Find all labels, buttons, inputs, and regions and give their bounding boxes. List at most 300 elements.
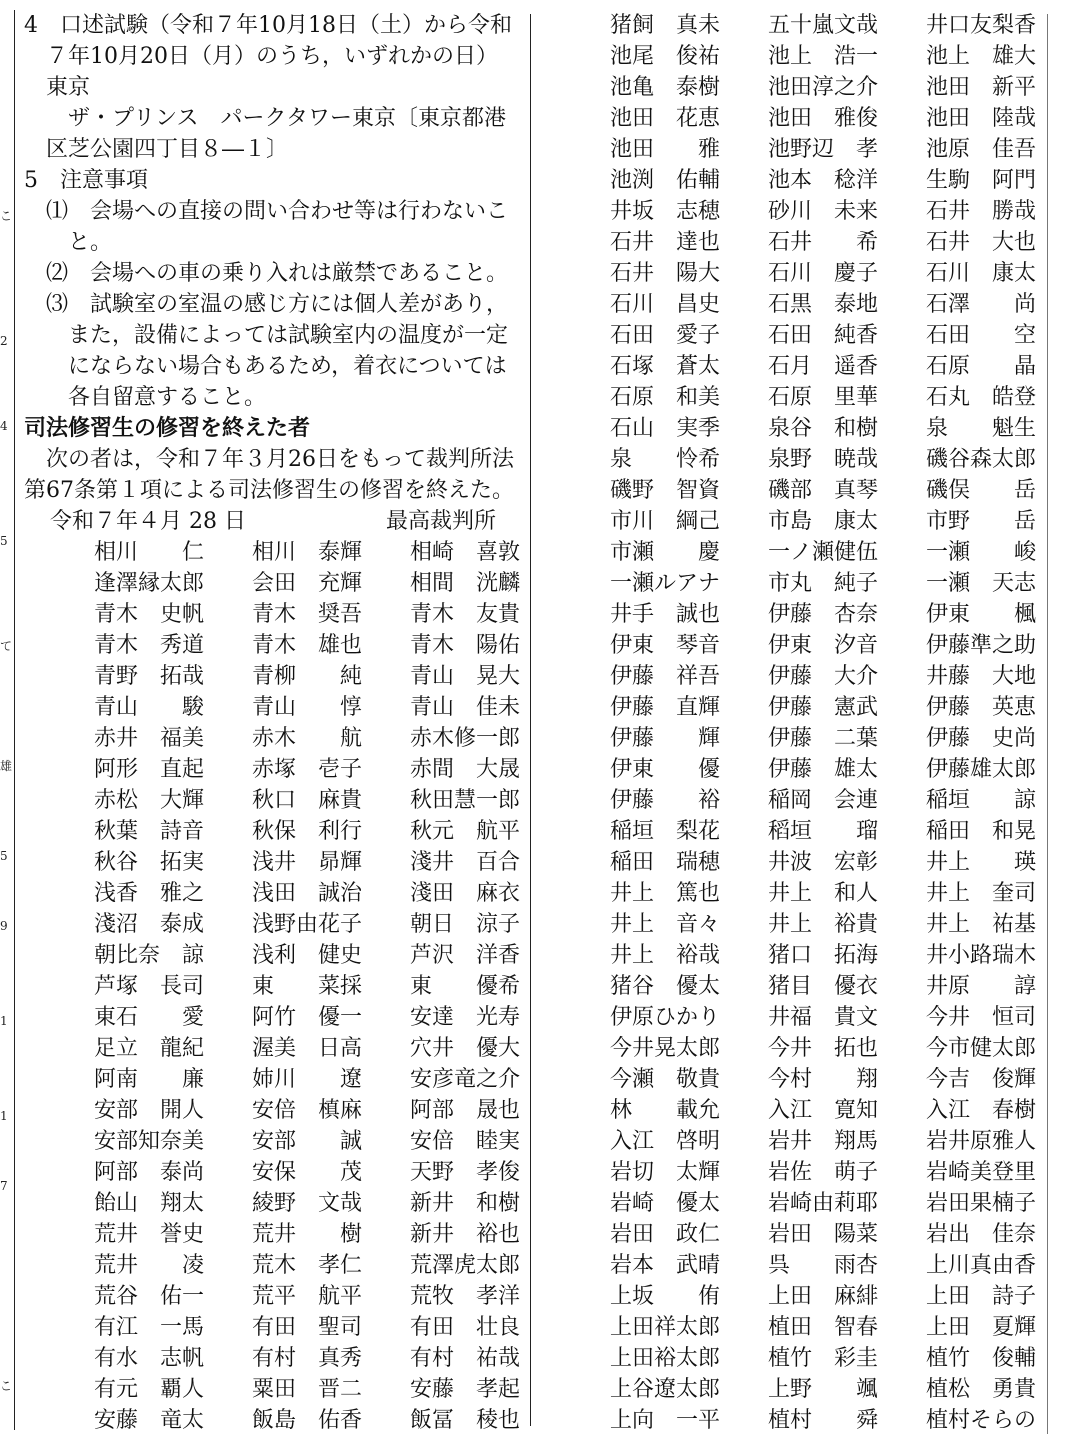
person-name: 浅野由花子 — [252, 912, 363, 937]
name-row — [94, 1033, 530, 1064]
person-name: 芦塚 長司 — [94, 974, 205, 999]
text-line: 4 口述試験（令和７年10月18日（土）から令和 — [24, 13, 512, 38]
person-name: 呉 雨杏 — [768, 1253, 879, 1278]
person-name: 今瀬 敬貴 — [610, 1067, 721, 1092]
person-name: 一瀬ルアナ — [610, 571, 721, 596]
person-name: 荒井 樹 — [252, 1222, 363, 1247]
person-name: 岩出 佳奈 — [926, 1222, 1037, 1247]
name-row — [610, 320, 1042, 351]
name-row — [610, 72, 1042, 103]
person-name: 秋口 麻貴 — [252, 788, 363, 813]
person-name: 泉谷 和樹 — [768, 416, 879, 441]
person-name: 綾野 文哉 — [252, 1191, 363, 1216]
person-name: 入江 啓明 — [610, 1129, 721, 1154]
name-row — [610, 785, 1042, 816]
person-name: 池田 雅 — [610, 137, 721, 162]
person-name: 池野辺 孝 — [768, 137, 879, 162]
person-name: 阿部 泰尚 — [94, 1160, 205, 1185]
person-name: 安部 誠 — [252, 1129, 363, 1154]
person-name: 青山 佳未 — [410, 695, 521, 720]
person-name: 岩井 翔馬 — [768, 1129, 879, 1154]
person-name: 上田 夏輝 — [926, 1315, 1037, 1340]
person-name: 飯島 佑香 — [252, 1408, 363, 1433]
person-name: 伊藤 輝 — [610, 726, 721, 751]
margin-mark: 9 — [0, 919, 8, 933]
person-name: 泉 怜希 — [610, 447, 721, 472]
name-row — [94, 785, 530, 816]
person-name: 井口友梨香 — [926, 13, 1037, 38]
person-name: 浅田 誠治 — [252, 881, 363, 906]
name-row — [610, 692, 1042, 723]
person-name: 井藤 大地 — [926, 664, 1037, 689]
person-name: 伊原ひかり — [610, 1005, 721, 1030]
person-name: 今吉 俊輝 — [926, 1067, 1037, 1092]
person-name: 伊藤 史尚 — [926, 726, 1037, 751]
person-name: 井上 瑛 — [926, 850, 1037, 875]
person-name: 荒木 孝仁 — [252, 1253, 363, 1278]
person-name: 逢澤縁太郎 — [94, 571, 205, 596]
person-name: 岩田 陽菜 — [768, 1222, 879, 1247]
person-name: 一瀬 峻 — [926, 540, 1037, 565]
name-row — [610, 568, 1042, 599]
person-name: 石山 実季 — [610, 416, 721, 441]
name-row — [94, 1312, 530, 1343]
person-name: 青木 史帆 — [94, 602, 205, 627]
person-name: 荒井 凌 — [94, 1253, 205, 1278]
person-name: 池渕 佑輔 — [610, 168, 721, 193]
person-name: 今井 恒司 — [926, 1005, 1037, 1030]
text-line: 各自留意すること。 — [24, 385, 267, 410]
person-name: 安彦竜之介 — [410, 1067, 521, 1092]
name-row — [94, 847, 530, 878]
person-name: 池原 佳吾 — [926, 137, 1037, 162]
person-name: 荒牧 孝洋 — [410, 1284, 521, 1309]
person-name: 井上 音々 — [610, 912, 721, 937]
name-row — [610, 909, 1042, 940]
name-row — [94, 1405, 530, 1436]
person-name: 青木 奨吾 — [252, 602, 363, 627]
margin-rule — [14, 10, 15, 1430]
name-row — [610, 134, 1042, 165]
name-row — [610, 1064, 1042, 1095]
person-name: 有村 祐哉 — [410, 1346, 521, 1371]
person-name: 市丸 純子 — [768, 571, 879, 596]
name-row — [610, 816, 1042, 847]
person-name: 井上 裕哉 — [610, 943, 721, 968]
person-name: 有田 聖司 — [252, 1315, 363, 1340]
left-column — [24, 10, 524, 537]
name-row — [94, 1219, 530, 1250]
person-name: 池尾 俊祐 — [610, 44, 721, 69]
person-name: 上田 詩子 — [926, 1284, 1037, 1309]
person-name: 芦沢 洋香 — [410, 943, 521, 968]
person-name: 阿部 晟也 — [410, 1098, 521, 1123]
name-row — [94, 1002, 530, 1033]
person-name: 岩崎 優太 — [610, 1191, 721, 1216]
person-name: 伊藤 二葉 — [768, 726, 879, 751]
person-name: 飴山 翔太 — [94, 1191, 205, 1216]
person-name: 池田淳之介 — [768, 75, 879, 100]
person-name: 青木 雄也 — [252, 633, 363, 658]
margin-mark: こ — [0, 1379, 13, 1393]
name-row — [610, 1250, 1042, 1281]
name-row — [610, 878, 1042, 909]
name-row — [610, 537, 1042, 568]
name-row — [610, 258, 1042, 289]
name-row — [94, 878, 530, 909]
person-name: 石井 陽大 — [610, 261, 721, 286]
person-name: 安藤 孝起 — [410, 1377, 521, 1402]
name-row — [94, 1095, 530, 1126]
person-name: 猪口 拓海 — [768, 943, 879, 968]
name-row — [94, 1343, 530, 1374]
person-name: 岩本 武晴 — [610, 1253, 721, 1278]
person-name: 秋元 航平 — [410, 819, 521, 844]
margin-mark: 5 — [0, 534, 8, 548]
name-row — [610, 196, 1042, 227]
person-name: 足立 龍紀 — [94, 1036, 205, 1061]
person-name: 安部知奈美 — [94, 1129, 205, 1154]
person-name: 今村 翔 — [768, 1067, 879, 1092]
person-name: 五十嵐文哉 — [768, 13, 879, 38]
person-name: 石原 里華 — [768, 385, 879, 410]
margin-mark: 7 — [0, 1179, 8, 1193]
text-line: ⑴ 会場への直接の問い合わせ等は行わないこ — [24, 199, 509, 224]
name-row — [610, 1343, 1042, 1374]
notice-body-line-2: 第67条第１項による司法修習生の修習を終えた。 — [24, 478, 514, 503]
name-row — [94, 971, 530, 1002]
person-name: 井上 奎司 — [926, 881, 1037, 906]
person-name: 石川 昌史 — [610, 292, 721, 317]
person-name: 秋葉 詩音 — [94, 819, 205, 844]
name-row — [610, 1405, 1042, 1436]
person-name: 秋保 利行 — [252, 819, 363, 844]
person-name: 赤井 福美 — [94, 726, 205, 751]
name-row — [610, 1002, 1042, 1033]
person-name: 赤木修一郎 — [410, 726, 521, 751]
person-name: 伊藤 英恵 — [926, 695, 1037, 720]
person-name: 猪谷 優太 — [610, 974, 721, 999]
margin-mark: て — [0, 639, 13, 653]
person-name: 安藤 竜太 — [94, 1408, 205, 1433]
person-name: 井上 篤也 — [610, 881, 721, 906]
name-row — [610, 351, 1042, 382]
person-name: 阿竹 優一 — [252, 1005, 363, 1030]
person-name: 植竹 俊輔 — [926, 1346, 1037, 1371]
person-name: 今市健太郎 — [926, 1036, 1037, 1061]
person-name: 岩田 政仁 — [610, 1222, 721, 1247]
text-line: 5 注意事項 — [24, 168, 148, 193]
person-name: 新井 和樹 — [410, 1191, 521, 1216]
person-name: 赤塚 壱子 — [252, 757, 363, 782]
person-name: 磯野 智資 — [610, 478, 721, 503]
person-name: 青柳 純 — [252, 664, 363, 689]
notice-date-row — [24, 506, 524, 537]
margin-mark: 1 — [0, 1014, 8, 1028]
person-name: 粟田 晋二 — [252, 1377, 363, 1402]
person-name: 植竹 彩圭 — [768, 1346, 879, 1371]
person-name: 伊藤 祥吾 — [610, 664, 721, 689]
notice-date: 令和７年４月 28 日 — [50, 509, 246, 534]
person-name: 磯部 真琴 — [768, 478, 879, 503]
person-name: 伊藤 直輝 — [610, 695, 721, 720]
person-name: 安達 光寿 — [410, 1005, 521, 1030]
person-name: 相川 仁 — [94, 540, 205, 565]
person-name: 生駒 阿門 — [926, 168, 1037, 193]
name-row — [94, 1374, 530, 1405]
name-row — [610, 382, 1042, 413]
person-name: 淺沼 泰成 — [94, 912, 205, 937]
margin-mark: 2 — [0, 334, 8, 348]
person-name: 上谷遼太郎 — [610, 1377, 721, 1402]
person-name: 石月 遥香 — [768, 354, 879, 379]
person-name: 磯俣 岳 — [926, 478, 1037, 503]
names-list-left — [94, 537, 530, 1436]
text-line: と。 — [24, 230, 113, 255]
person-name: 池田 雅俊 — [768, 106, 879, 131]
name-row — [610, 1033, 1042, 1064]
person-name: 池亀 泰樹 — [610, 75, 721, 100]
name-row — [610, 847, 1042, 878]
name-row — [610, 103, 1042, 134]
person-name: 上向 一平 — [610, 1408, 721, 1433]
person-name: 淺井 百合 — [410, 850, 521, 875]
person-name: 青木 陽佑 — [410, 633, 521, 658]
person-name: 植松 勇貴 — [926, 1377, 1037, 1402]
name-row — [610, 940, 1042, 971]
person-name: 阿南 廉 — [94, 1067, 205, 1092]
text-line: ⑶ 試験室の室温の感じ方には個人差があり， — [24, 292, 509, 317]
person-name: 岩井原雅人 — [926, 1129, 1037, 1154]
person-name: 井上 祐基 — [926, 912, 1037, 937]
person-name: 相間 洸麟 — [410, 571, 521, 596]
name-row — [94, 940, 530, 971]
person-name: 赤間 大晟 — [410, 757, 521, 782]
person-name: 稲田 和晃 — [926, 819, 1037, 844]
person-name: 淺田 麻衣 — [410, 881, 521, 906]
person-name: 植村 舜 — [768, 1408, 879, 1433]
person-name: 姉川 遼 — [252, 1067, 363, 1092]
person-name: 市島 康太 — [768, 509, 879, 534]
person-name: 石塚 蒼太 — [610, 354, 721, 379]
text-line: ⑵ 会場への車の乗り入れは厳禁であること。 — [24, 261, 509, 286]
person-name: 上田祥太郎 — [610, 1315, 721, 1340]
person-name: 井手 誠也 — [610, 602, 721, 627]
person-name: 東 優希 — [410, 974, 521, 999]
name-row — [94, 661, 530, 692]
person-name: 荒平 航平 — [252, 1284, 363, 1309]
person-name: 伊藤準之助 — [926, 633, 1037, 658]
name-row — [94, 1188, 530, 1219]
person-name: 秋谷 拓実 — [94, 850, 205, 875]
person-name: 池田 新平 — [926, 75, 1037, 100]
person-name: 池上 浩一 — [768, 44, 879, 69]
name-row — [94, 1126, 530, 1157]
person-name: 有村 真秀 — [252, 1346, 363, 1371]
person-name: 安倍 槙麻 — [252, 1098, 363, 1123]
name-row — [610, 10, 1042, 41]
person-name: 入江 寛知 — [768, 1098, 879, 1123]
person-name: 井原 諄 — [926, 974, 1037, 999]
name-row — [610, 41, 1042, 72]
names-list-right — [610, 10, 1042, 1436]
person-name: 朝比奈 諒 — [94, 943, 205, 968]
margin-mark: 雄 — [0, 759, 13, 773]
name-row — [610, 599, 1042, 630]
name-row — [94, 909, 530, 940]
person-name: 穴井 優大 — [410, 1036, 521, 1061]
person-name: 会田 充輝 — [252, 571, 363, 596]
person-name: 稲垣 諒 — [926, 788, 1037, 813]
person-name: 阿形 直起 — [94, 757, 205, 782]
person-name: 渥美 日高 — [252, 1036, 363, 1061]
text-line: 区芝公園四丁目８―１〕 — [24, 137, 289, 162]
person-name: 有江 一馬 — [94, 1315, 205, 1340]
person-name: 今井 拓也 — [768, 1036, 879, 1061]
person-name: 市川 綱己 — [610, 509, 721, 534]
exam-notice-continuation — [24, 10, 524, 413]
person-name: 岩田果楠子 — [926, 1191, 1037, 1216]
person-name: 浅利 健史 — [252, 943, 363, 968]
person-name: 石井 希 — [768, 230, 879, 255]
person-name: 池田 陸哉 — [926, 106, 1037, 131]
person-name: 井波 宏彰 — [768, 850, 879, 875]
person-name: 青山 惇 — [252, 695, 363, 720]
person-name: 赤松 大輝 — [94, 788, 205, 813]
name-row — [610, 1157, 1042, 1188]
person-name: 井上 和人 — [768, 881, 879, 906]
person-name: 石川 慶子 — [768, 261, 879, 286]
person-name: 秋田慧一郎 — [410, 788, 521, 813]
person-name: 一ノ瀬健伍 — [768, 540, 879, 565]
person-name: 稲垣 梨花 — [610, 819, 721, 844]
person-name: 一瀬 天志 — [926, 571, 1037, 596]
notice-body-line-1: 次の者は，令和７年３月26日をもって裁判所法 — [24, 447, 514, 472]
margin-mark: 4 — [0, 419, 8, 433]
name-row — [610, 630, 1042, 661]
person-name: 青野 拓哉 — [94, 664, 205, 689]
name-row — [94, 1281, 530, 1312]
column-divider — [530, 14, 531, 1426]
name-row — [94, 692, 530, 723]
person-name: 岩佐 萌子 — [768, 1160, 879, 1185]
person-name: 岩崎由莉耶 — [768, 1191, 879, 1216]
name-row — [610, 1126, 1042, 1157]
notice-court: 最高裁判所 — [386, 509, 497, 534]
person-name: 井福 貴文 — [768, 1005, 879, 1030]
person-name: 伊藤 杏奈 — [768, 602, 879, 627]
person-name: 天野 孝俊 — [410, 1160, 521, 1185]
person-name: 伊藤 裕 — [610, 788, 721, 813]
person-name: 石田 空 — [926, 323, 1037, 348]
person-name: 荒澤虎太郎 — [410, 1253, 521, 1278]
person-name: 石田 純香 — [768, 323, 879, 348]
name-row — [610, 506, 1042, 537]
person-name: 伊藤雄太郎 — [926, 757, 1037, 782]
person-name: 石澤 尚 — [926, 292, 1037, 317]
name-row — [94, 568, 530, 599]
person-name: 石川 康太 — [926, 261, 1037, 286]
margin-mark: こ — [0, 209, 13, 223]
person-name: 今井晃太郎 — [610, 1036, 721, 1061]
person-name: 東 菜採 — [252, 974, 363, 999]
name-row — [94, 1250, 530, 1281]
name-row — [94, 1157, 530, 1188]
person-name: 新井 裕也 — [410, 1222, 521, 1247]
person-name: 岩崎美登里 — [926, 1160, 1037, 1185]
name-row — [610, 754, 1042, 785]
person-name: 有元 覇人 — [94, 1377, 205, 1402]
person-name: 石田 愛子 — [610, 323, 721, 348]
person-name: 磯谷森太郎 — [926, 447, 1037, 472]
person-name: 赤木 航 — [252, 726, 363, 751]
person-name: 上野 颯 — [768, 1377, 879, 1402]
name-row — [610, 723, 1042, 754]
person-name: 浅井 昴輝 — [252, 850, 363, 875]
person-name: 石原 和美 — [610, 385, 721, 410]
person-name: 安部 開人 — [94, 1098, 205, 1123]
person-name: 伊藤 大介 — [768, 664, 879, 689]
person-name: 岩切 太輝 — [610, 1160, 721, 1185]
person-name: 伊藤 雄太 — [768, 757, 879, 782]
person-name: 上田裕太郎 — [610, 1346, 721, 1371]
person-name: 上田 麻緋 — [768, 1284, 879, 1309]
person-name: 猪飼 真未 — [610, 13, 721, 38]
person-name: 植田 智春 — [768, 1315, 879, 1340]
person-name: 猪目 優衣 — [768, 974, 879, 999]
margin-mark: 1 — [0, 1109, 8, 1123]
person-name: 林 載允 — [610, 1098, 721, 1123]
person-name: 入江 春樹 — [926, 1098, 1037, 1123]
person-name: 上川真由香 — [926, 1253, 1037, 1278]
name-row — [610, 971, 1042, 1002]
margin-marks — [0, 0, 12, 1448]
name-row — [94, 599, 530, 630]
person-name: 朝日 涼子 — [410, 912, 521, 937]
name-row — [610, 1312, 1042, 1343]
name-row — [610, 661, 1042, 692]
person-name: 泉野 暁哉 — [768, 447, 879, 472]
person-name: 石井 達也 — [610, 230, 721, 255]
text-line: また，設備によっては試験室内の温度が一定 — [24, 323, 509, 348]
text-line: にならない場合もあるため，着衣については — [24, 354, 507, 379]
name-row — [610, 289, 1042, 320]
text-line: ７年10月20日（月）のうち，いずれかの日） — [24, 44, 498, 69]
name-row — [94, 1064, 530, 1095]
text-line: ザ・プリンス パークタワー東京〔東京都港 — [24, 106, 507, 131]
person-name: 市野 岳 — [926, 509, 1037, 534]
person-name: 安倍 睦実 — [410, 1129, 521, 1154]
person-name: 石原 晶 — [926, 354, 1037, 379]
person-name: 伊東 楓 — [926, 602, 1037, 627]
person-name: 泉 魁生 — [926, 416, 1037, 441]
person-name: 井小路瑞木 — [926, 943, 1037, 968]
person-name: 石黒 泰地 — [768, 292, 879, 317]
person-name: 青山 晃大 — [410, 664, 521, 689]
name-row — [94, 816, 530, 847]
person-name: 市瀬 慶 — [610, 540, 721, 565]
person-name: 稻垣 瑠 — [768, 819, 879, 844]
text-line: 東京 — [24, 75, 91, 100]
person-name: 荒井 誉史 — [94, 1222, 205, 1247]
person-name: 青木 友貴 — [410, 602, 521, 627]
name-row — [610, 1281, 1042, 1312]
person-name: 池田 花恵 — [610, 106, 721, 131]
name-row — [610, 1374, 1042, 1405]
person-name: 池本 稔洋 — [768, 168, 879, 193]
name-row — [610, 227, 1042, 258]
person-name: 相崎 喜敦 — [410, 540, 521, 565]
